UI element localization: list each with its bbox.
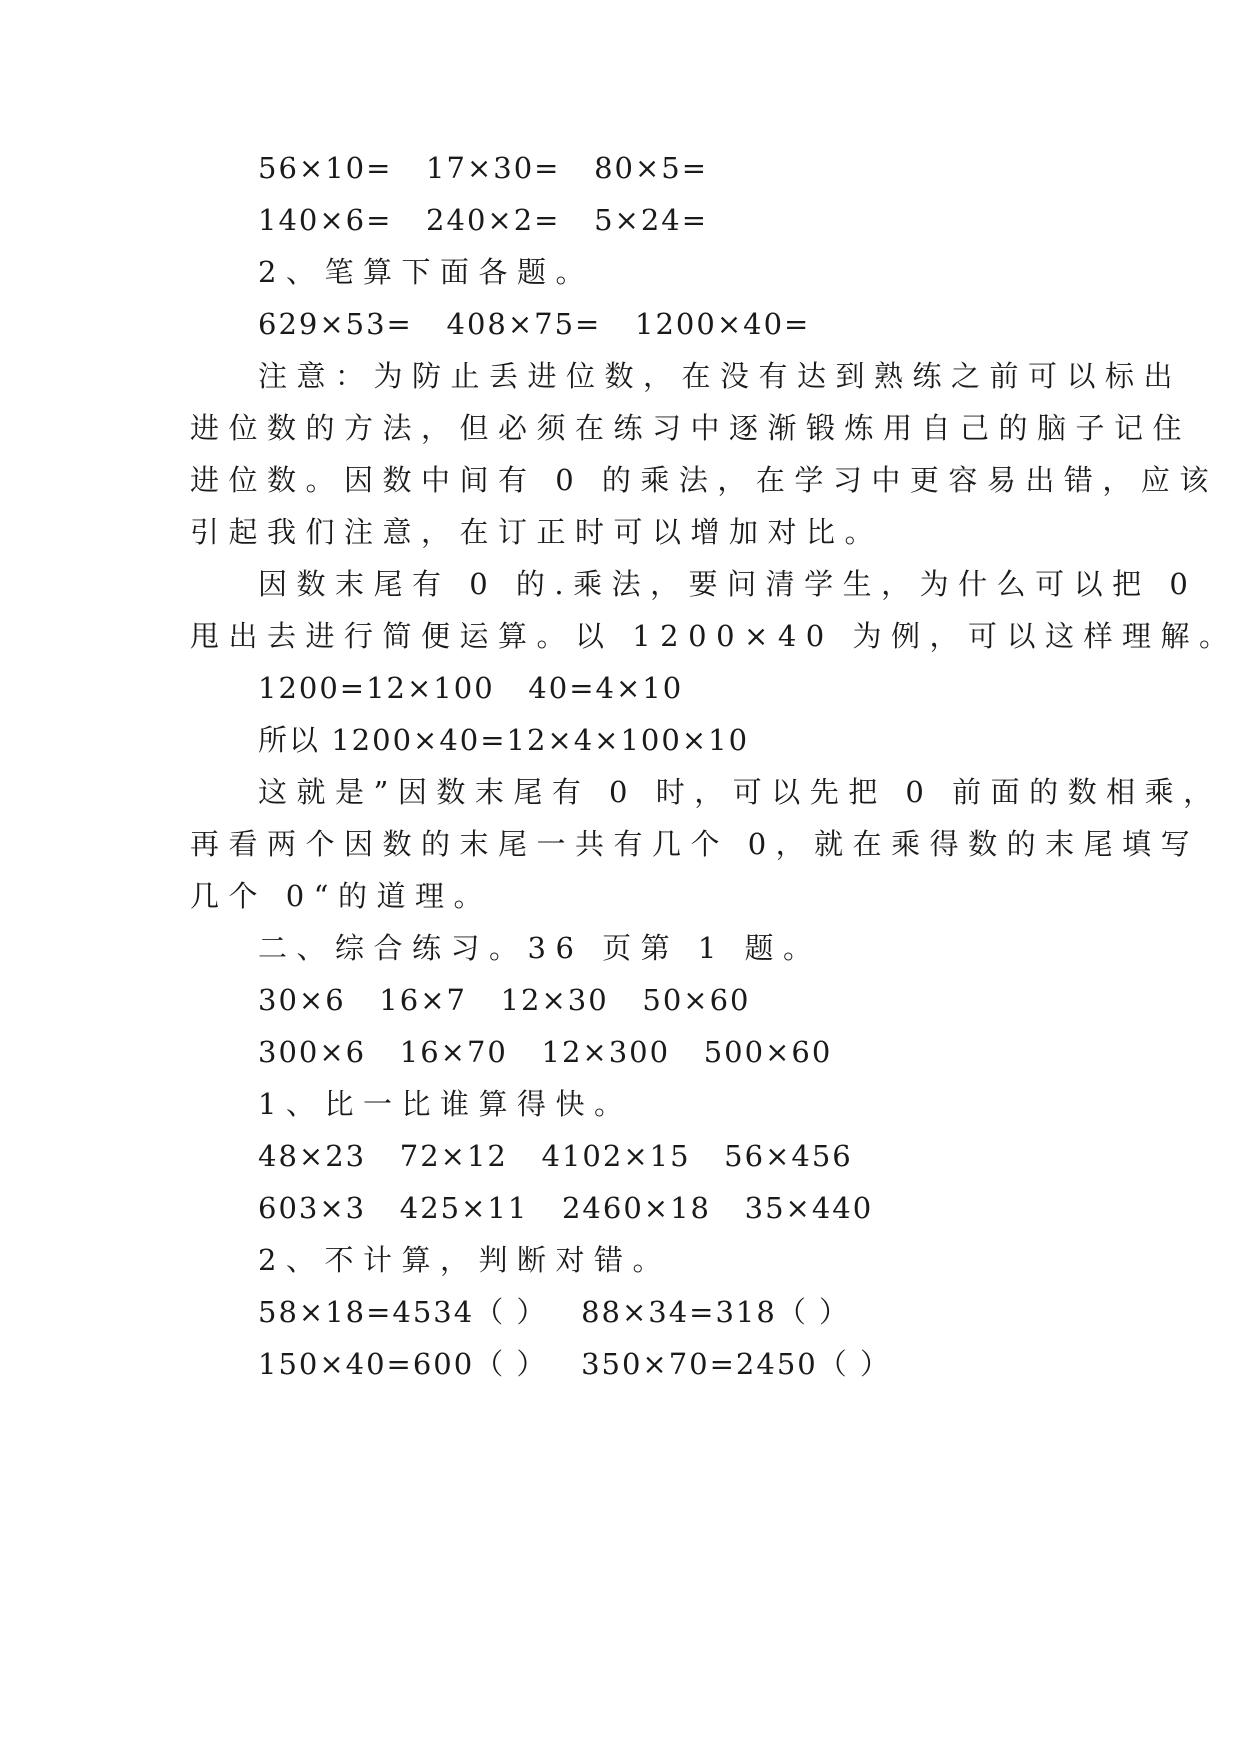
trailing-zero-paragraph-line-2: 甩出去进行简便运算。以 1200×40 为例，可以这样理解。 xyxy=(190,619,1238,653)
product-equation: 所以 1200×40=12×4×100×10 xyxy=(258,723,750,757)
note-paragraph-line-3: 进位数。因数中间有 0 的乘法，在学习中更容易出错，应该 xyxy=(190,463,1218,497)
decomposition-equation: 1200=12×100 40=4×10 xyxy=(258,671,684,705)
subheading-speed-challenge: 1、比一比谁算得快。 xyxy=(258,1087,633,1121)
judge-row-2: 150×40=600（ ） 350×70=2450（ ） xyxy=(258,1347,891,1381)
practice-row-1: 30×6 16×7 12×30 50×60 xyxy=(258,983,751,1017)
section-heading-written-calc: 2、笔算下面各题。 xyxy=(258,255,594,289)
rule-paragraph-line-2: 再看两个因数的末尾一共有几个 0，就在乘得数的末尾填写 xyxy=(190,827,1200,861)
rule-paragraph-line-1: 这就是”因数末尾有 0 时，可以先把 0 前面的数相乘， xyxy=(258,775,1222,809)
speed-row-2: 603×3 425×11 2460×18 35×440 xyxy=(258,1191,874,1225)
oral-calc-row-1: 56×10= 17×30= 80×5= xyxy=(258,151,709,185)
section-heading-comprehensive-practice: 二、综合练习。36 页第 1 题。 xyxy=(258,931,822,965)
judge-row-1: 58×18=4534（ ） 88×34=318（ ） xyxy=(258,1295,851,1329)
trailing-zero-paragraph-line-1: 因数末尾有 0 的.乘法，要问清学生，为什么可以把 0 xyxy=(258,567,1198,601)
written-calc-row: 629×53= 408×75= 1200×40= xyxy=(258,307,811,341)
practice-row-2: 300×6 16×70 12×300 500×60 xyxy=(258,1035,833,1069)
note-paragraph-line-2: 进位数的方法，但必须在练习中逐渐锻炼用自己的脑子记住 xyxy=(190,411,1192,445)
rule-paragraph-line-3: 几个 0“的道理。 xyxy=(190,879,492,913)
oral-calc-row-2: 140×6= 240×2= 5×24= xyxy=(258,203,709,237)
note-paragraph-line-4: 引起我们注意，在订正时可以增加对比。 xyxy=(190,515,884,549)
note-paragraph-line-1: 注意：为防止丢进位数，在没有达到熟练之前可以标出 xyxy=(258,359,1183,393)
subheading-judge-right-wrong: 2、不计算，判断对错。 xyxy=(258,1243,671,1277)
speed-row-1: 48×23 72×12 4102×15 56×456 xyxy=(258,1139,853,1173)
